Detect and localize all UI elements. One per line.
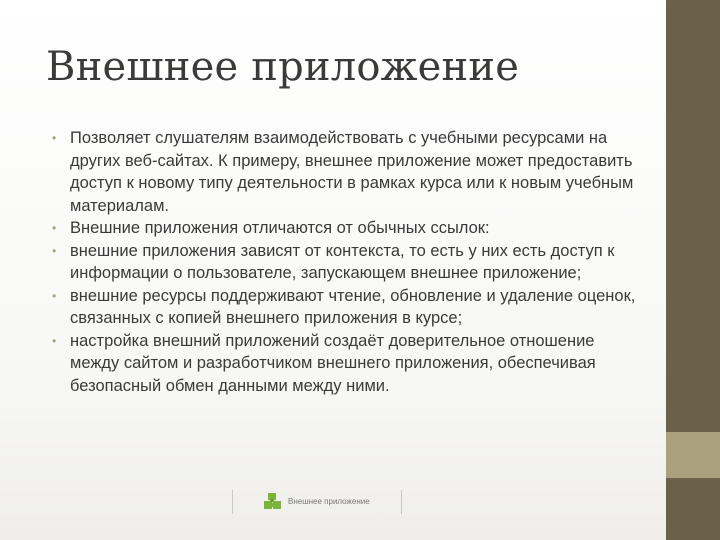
puzzle-icon[interactable] (262, 492, 284, 512)
slide-title: Внешнее приложение (46, 44, 520, 90)
divider (401, 490, 402, 514)
bullet-text: внешние ресурсы поддерживают чтение, обновление и удаление оценок, связанных с копией внешнего приложения в курсе; (70, 286, 636, 327)
bullet-item (52, 330, 636, 398)
divider (232, 490, 233, 514)
decor-band-top (666, 0, 720, 432)
bullet-marker: • (52, 131, 57, 145)
bullet-text: Внешние приложения отличаются от обычных ссылок: (70, 219, 490, 237)
bullet-marker: • (52, 243, 57, 258)
bullet-item (52, 285, 636, 330)
bullet-marker: • (52, 333, 57, 348)
bullet-item (52, 217, 636, 240)
decor-band-bottom (666, 478, 720, 540)
bullet-list (52, 127, 636, 397)
bullet-text: внешние приложения зависят от контекста, то есть у них есть доступ к информации о пользователе, запускающем внешнее приложение; (70, 241, 615, 282)
bullet-item (52, 127, 636, 217)
bullet-marker: • (52, 288, 57, 303)
bullet-item (52, 240, 636, 285)
decor-band-accent (666, 432, 720, 478)
bullet-text: настройка внешний приложений создаёт доверительное отношение между сайтом и разработчиком внешнего приложения, обеспечивая безопасный обмен данными между ними. (70, 331, 596, 395)
bullet-marker: • (52, 221, 57, 235)
activity-chooser-bar (232, 490, 402, 514)
bullet-text: Позволяет слушателям взаимодействовать с учебными ресурсами на других веб-сайтах. К примеру, внешнее приложение может предоставить доступ к новому типу деятельности в рамках курса или к новым учебным материалам. (70, 129, 634, 215)
external-tool-label[interactable]: Внешнее приложение (288, 497, 370, 506)
